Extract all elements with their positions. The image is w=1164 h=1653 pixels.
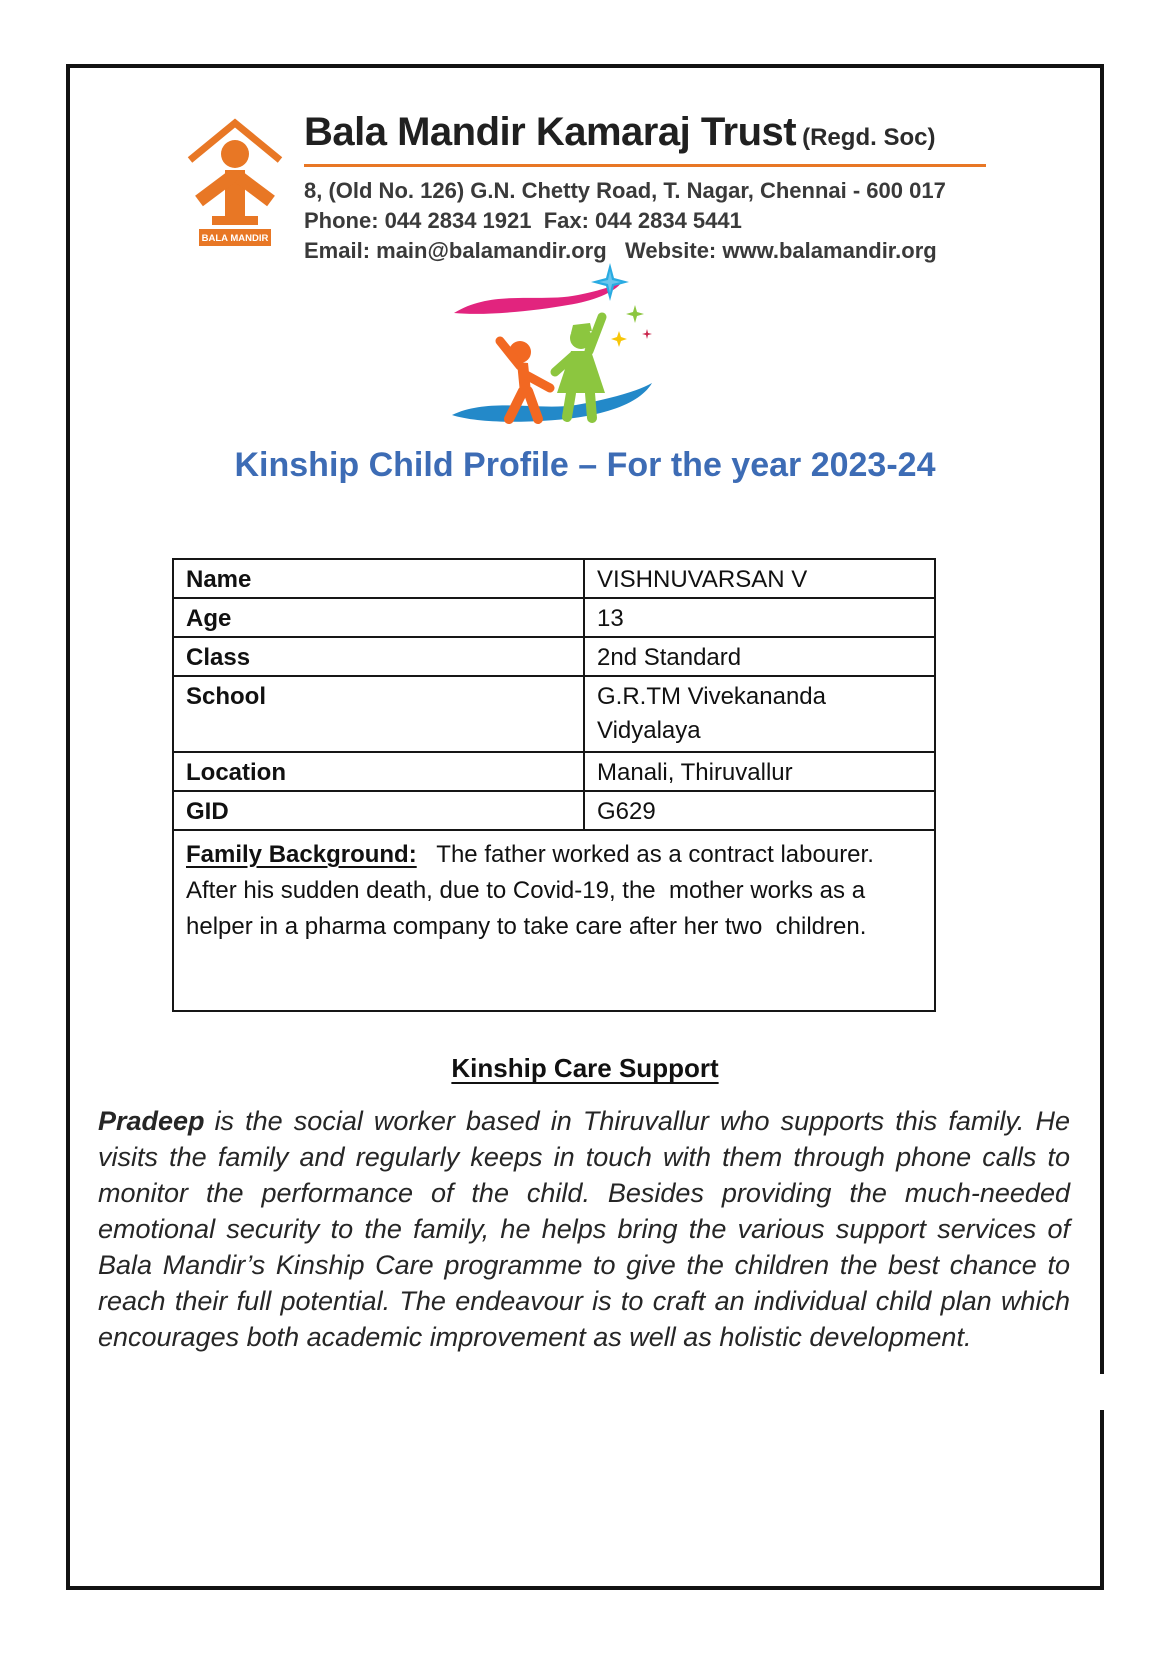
row-label: Name bbox=[173, 559, 584, 598]
row-label: GID bbox=[173, 791, 584, 830]
letterhead bbox=[182, 108, 986, 266]
org-divider-rule bbox=[304, 164, 986, 167]
row-value: 2nd Standard bbox=[584, 637, 935, 676]
logo-caption-text: BALA MANDIR bbox=[201, 233, 269, 244]
family-background-label: Family Background: bbox=[186, 841, 417, 868]
org-title-line bbox=[304, 110, 986, 155]
child-profile-table bbox=[172, 558, 936, 1012]
school-value: G.R.TM Vivekananda Vidyalaya bbox=[597, 683, 826, 744]
table-row-name bbox=[173, 559, 935, 598]
page-border-frame bbox=[66, 64, 1104, 1590]
table-row-gid bbox=[173, 791, 935, 830]
row-value: VISHNUVARSAN V bbox=[584, 559, 935, 598]
row-label: Age bbox=[173, 598, 584, 637]
family-background-text: The father worked as a contract labourer. After his sudden death, due to Covid-19, the mother works as a helper in a pharma company to take care after her two children. bbox=[186, 841, 880, 940]
social-worker-name: Pradeep bbox=[98, 1106, 205, 1136]
children-stars-logo-icon bbox=[438, 261, 668, 433]
row-label: Location bbox=[173, 752, 584, 791]
row-label: School bbox=[173, 676, 584, 752]
row-label: Class bbox=[173, 637, 584, 676]
table-row-location bbox=[173, 752, 935, 791]
org-name: Bala Mandir Kamaraj Trust bbox=[304, 110, 797, 154]
row-value: G629 bbox=[584, 791, 935, 830]
kinship-care-support-paragraph bbox=[98, 1103, 1070, 1355]
family-background-cell bbox=[173, 830, 935, 1011]
page-title: Kinship Child Profile – For the year 2023-24 bbox=[234, 446, 936, 484]
bala-mandir-logo-icon bbox=[182, 108, 288, 248]
table-row-family-background bbox=[173, 830, 935, 1011]
table-row-school bbox=[173, 676, 935, 752]
row-value bbox=[584, 676, 935, 752]
table-row-age bbox=[173, 598, 935, 637]
kinship-care-support-heading: Kinship Care Support bbox=[451, 1053, 719, 1083]
kinship-body-text: is the social worker based in Thiruvallur who supports this family. He visits the family and regularly keeps in touch with them through phone calls to monitor the performance of the child. Besides providing the much-needed emotional security to the family, he helps bring the various support services of Bala Mandir’s Kinship Care programme to give the children the best chance to reach their full potential. The endeavour is to craft an individual child plan which encourages both academic improvement as well as holistic development. bbox=[98, 1106, 1070, 1352]
row-value: Manali, Thiruvallur bbox=[584, 752, 935, 791]
table-row-class bbox=[173, 637, 935, 676]
scan-notch bbox=[1099, 1374, 1104, 1410]
row-value: 13 bbox=[584, 598, 935, 637]
org-address: 8, (Old No. 126) G.N. Chetty Road, T. Nagar, Chennai - 600 017 bbox=[304, 178, 946, 203]
org-email-website: Email: main@balamandir.org Website: www.balamandir.org bbox=[304, 238, 937, 263]
org-phone-fax: Phone: 044 2834 1921 Fax: 044 2834 5441 bbox=[304, 208, 742, 233]
letterhead-text bbox=[304, 108, 986, 266]
org-suffix: (Regd. Soc) bbox=[802, 124, 936, 151]
